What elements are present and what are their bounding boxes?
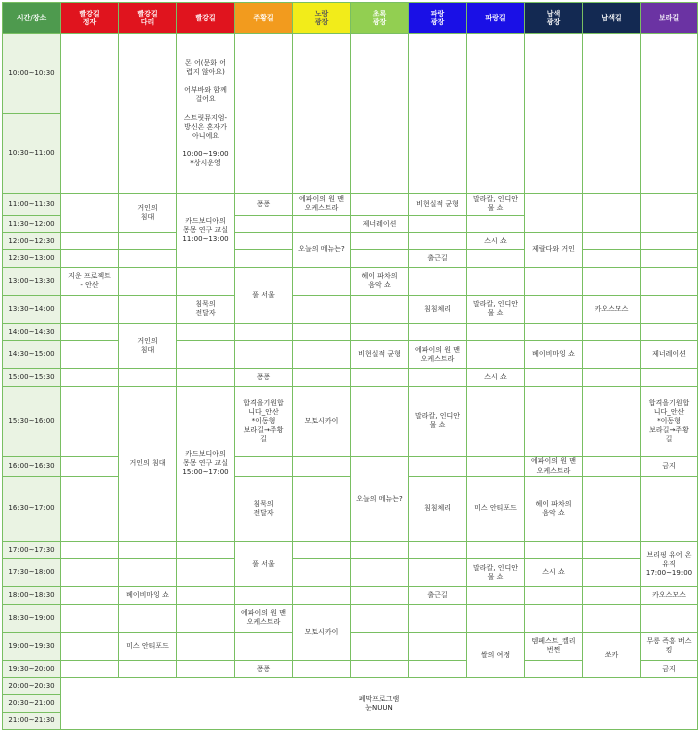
empty-cell	[409, 542, 467, 559]
time-label: 10:30~11:00	[3, 114, 61, 194]
event-cell: 무릉 즉흥 버스 킹	[641, 632, 698, 660]
empty-cell	[119, 559, 177, 587]
empty-cell	[351, 632, 409, 660]
empty-cell	[177, 661, 235, 678]
event-cell: 출근길	[409, 250, 467, 267]
header-time: 시간/장소	[3, 3, 61, 34]
event-cell: 몬 어(문화 어 렵지 않아요) 어부바와 함께 걸어요 스트릿뮤지엄- 방신온 혼자가 아니에요 10:00~19:00 *상시운영	[177, 34, 235, 194]
empty-cell	[583, 587, 641, 604]
time-label: 21:00~21:30	[3, 712, 61, 729]
empty-cell	[409, 267, 467, 295]
empty-cell	[467, 341, 525, 369]
empty-cell	[409, 632, 467, 660]
festival-timetable	[2, 2, 698, 730]
empty-cell	[467, 386, 525, 457]
empty-cell	[293, 341, 351, 369]
empty-cell	[61, 233, 119, 250]
event-cell: 에파이의 원 맨 오케스트라	[293, 193, 351, 215]
event-cell: 에파이의 원 맨 오케스트라	[409, 341, 467, 369]
empty-cell	[467, 457, 525, 476]
empty-cell	[409, 604, 467, 632]
closing-program-cell: 폐막프로그램 눈NUUN	[61, 678, 698, 730]
time-row	[3, 476, 698, 541]
empty-cell	[351, 250, 409, 267]
empty-cell	[641, 250, 698, 267]
event-cell: 합격을기원합 니다_안산 *이동형 보라길→주황 길	[641, 386, 698, 457]
empty-cell	[351, 295, 409, 323]
event-cell: 스시 쇼	[525, 559, 583, 587]
header-blue-plaza: 파랑 광장	[409, 3, 467, 34]
event-cell: 에파이의 원 맨 오케스트라	[525, 457, 583, 476]
empty-cell	[61, 587, 119, 604]
time-label: 11:00~11:30	[3, 193, 61, 215]
empty-cell	[351, 587, 409, 604]
empty-cell	[583, 604, 641, 632]
event-cell: 카오스모스	[641, 587, 698, 604]
time-label: 17:00~17:30	[3, 542, 61, 559]
empty-cell	[61, 604, 119, 632]
time-label: 19:30~20:00	[3, 661, 61, 678]
empty-cell	[525, 324, 583, 341]
empty-cell	[177, 559, 235, 587]
time-label: 18:00~18:30	[3, 587, 61, 604]
empty-cell	[119, 661, 177, 678]
empty-cell	[525, 661, 583, 678]
empty-cell	[467, 324, 525, 341]
empty-cell	[467, 216, 525, 233]
time-row	[3, 324, 698, 341]
empty-cell	[177, 632, 235, 660]
empty-cell	[177, 604, 235, 632]
empty-cell	[61, 369, 119, 386]
empty-cell	[61, 661, 119, 678]
time-label: 16:00~16:30	[3, 457, 61, 476]
empty-cell	[235, 457, 293, 476]
time-row	[3, 233, 698, 250]
header-blue-road: 파랑길	[467, 3, 525, 34]
empty-cell	[177, 267, 235, 295]
empty-cell	[293, 295, 351, 323]
event-cell: 브리핑 유어 온 유직 17:00~19:00	[641, 542, 698, 587]
empty-cell	[119, 295, 177, 323]
empty-cell	[235, 233, 293, 250]
event-cell: 퐁퐁	[235, 369, 293, 386]
time-label: 17:30~18:00	[3, 559, 61, 587]
event-cell: 침묵의 전달자	[177, 295, 235, 323]
event-cell: 말라칼, 인디안 물 쇼	[467, 295, 525, 323]
time-row	[3, 267, 698, 295]
empty-cell	[409, 661, 467, 678]
event-cell: 베이비마잉 쇼	[119, 587, 177, 604]
header-purple-road: 보라길	[641, 3, 698, 34]
time-row	[3, 250, 698, 267]
empty-cell	[641, 476, 698, 541]
event-cell: 모토시카이	[293, 604, 351, 661]
empty-cell	[293, 559, 351, 587]
time-label: 20:30~21:00	[3, 695, 61, 712]
empty-cell	[409, 233, 467, 250]
empty-cell	[61, 193, 119, 232]
header-orange-road: 주황길	[235, 3, 293, 34]
empty-cell	[351, 542, 409, 559]
event-cell: 제너레이션	[641, 341, 698, 369]
empty-cell	[583, 476, 641, 541]
empty-cell	[583, 233, 641, 250]
empty-cell	[641, 34, 698, 194]
empty-cell	[61, 559, 119, 587]
event-cell: 제랄다와 거인	[525, 233, 583, 267]
event-cell: 침침체리	[409, 295, 467, 323]
empty-cell	[351, 193, 409, 215]
event-cell: 말라칼, 인디안 물 쇼	[467, 559, 525, 587]
empty-cell	[293, 267, 351, 295]
time-label: 10:00~10:30	[3, 34, 61, 114]
time-label: 12:30~13:00	[3, 250, 61, 267]
empty-cell	[525, 604, 583, 632]
event-cell: 침묵의 전달자	[235, 476, 293, 541]
time-row	[3, 369, 698, 386]
empty-cell	[409, 457, 467, 476]
header-red-road: 빨강길	[177, 3, 235, 34]
time-label: 16:30~17:00	[3, 476, 61, 541]
event-cell: 제너레이션	[351, 216, 409, 233]
empty-cell	[61, 250, 119, 267]
empty-cell	[583, 250, 641, 267]
empty-cell	[525, 34, 583, 194]
event-cell: 거인의 침대	[119, 324, 177, 369]
empty-cell	[351, 386, 409, 457]
event-cell: 카드보디아의 몽몽 연구 교실 15:00~17:00	[177, 386, 235, 541]
empty-cell	[583, 341, 641, 369]
empty-cell	[525, 587, 583, 604]
empty-cell	[583, 267, 641, 295]
time-label: 18:30~19:00	[3, 604, 61, 632]
header-red-bridge: 빨강길 다리	[119, 3, 177, 34]
time-row	[3, 604, 698, 632]
event-cell: 침침체리	[409, 476, 467, 541]
empty-cell	[351, 369, 409, 386]
time-row	[3, 386, 698, 457]
empty-cell	[293, 457, 351, 476]
empty-cell	[119, 604, 177, 632]
empty-cell	[293, 369, 351, 386]
empty-cell	[467, 604, 525, 632]
empty-cell	[235, 216, 293, 233]
event-cell: 거인의 침대	[119, 386, 177, 541]
time-row	[3, 193, 698, 215]
time-row	[3, 587, 698, 604]
event-cell: 에파이의 원 맨 오케스트라	[235, 604, 293, 632]
empty-cell	[583, 193, 641, 232]
event-cell: 출근길	[409, 587, 467, 604]
time-row	[3, 295, 698, 323]
empty-cell	[177, 324, 235, 341]
empty-cell	[61, 632, 119, 660]
empty-cell	[525, 267, 583, 295]
empty-cell	[409, 559, 467, 587]
empty-cell	[119, 250, 177, 267]
event-cell: 스시 쇼	[467, 233, 525, 250]
event-cell: 풀 서울	[235, 267, 293, 324]
empty-cell	[525, 369, 583, 386]
event-cell: 오늘의 메뉴는?	[351, 457, 409, 542]
empty-cell	[351, 559, 409, 587]
header-navy-plaza: 남색 광장	[525, 3, 583, 34]
event-cell: 쌀의 여정	[467, 632, 525, 677]
event-cell: 비현실적 균형	[409, 193, 467, 215]
empty-cell	[351, 604, 409, 632]
empty-cell	[119, 233, 177, 250]
event-cell: 퐁퐁	[235, 193, 293, 215]
empty-cell	[293, 542, 351, 559]
empty-cell	[235, 250, 293, 267]
time-row	[3, 34, 698, 114]
event-cell: 스시 쇼	[467, 369, 525, 386]
empty-cell	[61, 295, 119, 323]
event-cell: 금지	[641, 457, 698, 476]
empty-cell	[293, 661, 351, 678]
empty-cell	[641, 267, 698, 295]
time-row	[3, 678, 698, 695]
time-row	[3, 559, 698, 587]
event-cell: 퐁퐁	[235, 661, 293, 678]
time-label: 14:00~14:30	[3, 324, 61, 341]
empty-cell	[525, 542, 583, 559]
event-cell: 금지	[641, 661, 698, 678]
event-cell: 미스 안티포드	[467, 476, 525, 541]
time-label: 13:00~13:30	[3, 267, 61, 295]
empty-cell	[351, 34, 409, 194]
empty-cell	[641, 193, 698, 232]
empty-cell	[61, 386, 119, 457]
empty-cell	[467, 542, 525, 559]
time-row	[3, 341, 698, 369]
empty-cell	[641, 324, 698, 341]
empty-cell	[525, 386, 583, 457]
event-cell: 베이비마잉 쇼	[525, 341, 583, 369]
event-cell: 헤이 파차의 음악 쇼	[351, 267, 409, 295]
empty-cell	[583, 369, 641, 386]
empty-cell	[641, 604, 698, 632]
empty-cell	[583, 386, 641, 457]
empty-cell	[235, 324, 293, 341]
header-red-pavilion: 빨강길 정자	[61, 3, 119, 34]
empty-cell	[467, 267, 525, 295]
time-label: 20:00~20:30	[3, 678, 61, 695]
empty-cell	[525, 193, 583, 232]
empty-cell	[641, 295, 698, 323]
empty-cell	[119, 267, 177, 295]
empty-cell	[293, 476, 351, 541]
empty-cell	[61, 542, 119, 559]
empty-cell	[235, 34, 293, 194]
empty-cell	[351, 324, 409, 341]
empty-cell	[61, 34, 119, 194]
empty-cell	[61, 341, 119, 369]
empty-cell	[641, 233, 698, 250]
empty-cell	[119, 34, 177, 194]
event-cell: 미스 안티포드	[119, 632, 177, 660]
event-cell: 거인의 침대	[119, 193, 177, 232]
empty-cell	[177, 587, 235, 604]
empty-cell	[177, 369, 235, 386]
empty-cell	[119, 369, 177, 386]
time-label: 11:30~12:00	[3, 216, 61, 233]
time-row	[3, 542, 698, 559]
empty-cell	[351, 661, 409, 678]
event-cell: 헤이 파차의 음악 쇼	[525, 476, 583, 541]
empty-cell	[467, 34, 525, 194]
time-row	[3, 632, 698, 660]
event-cell: 비현실적 균형	[351, 341, 409, 369]
event-cell: 템페스트_켈리 번쩐	[525, 632, 583, 660]
empty-cell	[119, 542, 177, 559]
empty-cell	[409, 34, 467, 194]
empty-cell	[409, 324, 467, 341]
event-cell: 쏘카	[583, 632, 641, 677]
event-cell: 카오스모스	[583, 295, 641, 323]
time-label: 19:00~19:30	[3, 632, 61, 660]
time-label: 14:30~15:00	[3, 341, 61, 369]
event-cell: 오늘의 메뉴는?	[293, 233, 351, 267]
empty-cell	[177, 341, 235, 369]
event-cell: 카드보디아의 몽몽 연구 교실 11:00~13:00	[177, 193, 235, 267]
header-row	[3, 3, 698, 34]
event-cell: 말라칼, 인디안 물 쇼	[409, 386, 467, 457]
empty-cell	[293, 34, 351, 194]
time-row	[3, 457, 698, 476]
empty-cell	[235, 341, 293, 369]
empty-cell	[583, 324, 641, 341]
empty-cell	[61, 324, 119, 341]
empty-cell	[177, 542, 235, 559]
empty-cell	[583, 457, 641, 476]
empty-cell	[235, 632, 293, 660]
empty-cell	[293, 324, 351, 341]
empty-cell	[583, 559, 641, 587]
empty-cell	[409, 369, 467, 386]
empty-cell	[409, 216, 467, 233]
empty-cell	[583, 542, 641, 559]
header-yellow-plaza: 노랑 광장	[293, 3, 351, 34]
empty-cell	[293, 587, 351, 604]
empty-cell	[61, 476, 119, 541]
event-cell: 풀 서울	[235, 542, 293, 587]
header-green-plaza: 초록 광장	[351, 3, 409, 34]
empty-cell	[525, 295, 583, 323]
empty-cell	[583, 34, 641, 194]
event-cell: 모토시카이	[293, 386, 351, 457]
empty-cell	[61, 457, 119, 476]
time-label: 15:00~15:30	[3, 369, 61, 386]
time-label: 15:30~16:00	[3, 386, 61, 457]
empty-cell	[235, 587, 293, 604]
empty-cell	[467, 250, 525, 267]
empty-cell	[293, 216, 351, 233]
time-label: 12:00~12:30	[3, 233, 61, 250]
empty-cell	[641, 369, 698, 386]
empty-cell	[351, 233, 409, 250]
header-navy-road: 남색길	[583, 3, 641, 34]
event-cell: 지운 프로젝트 - 안산	[61, 267, 119, 295]
event-cell: 합격을기원합 니다_안산 *이동형 보라길→주황 길	[235, 386, 293, 457]
event-cell: 말라칼, 인디안 물 쇼	[467, 193, 525, 215]
time-label: 13:30~14:00	[3, 295, 61, 323]
empty-cell	[467, 587, 525, 604]
